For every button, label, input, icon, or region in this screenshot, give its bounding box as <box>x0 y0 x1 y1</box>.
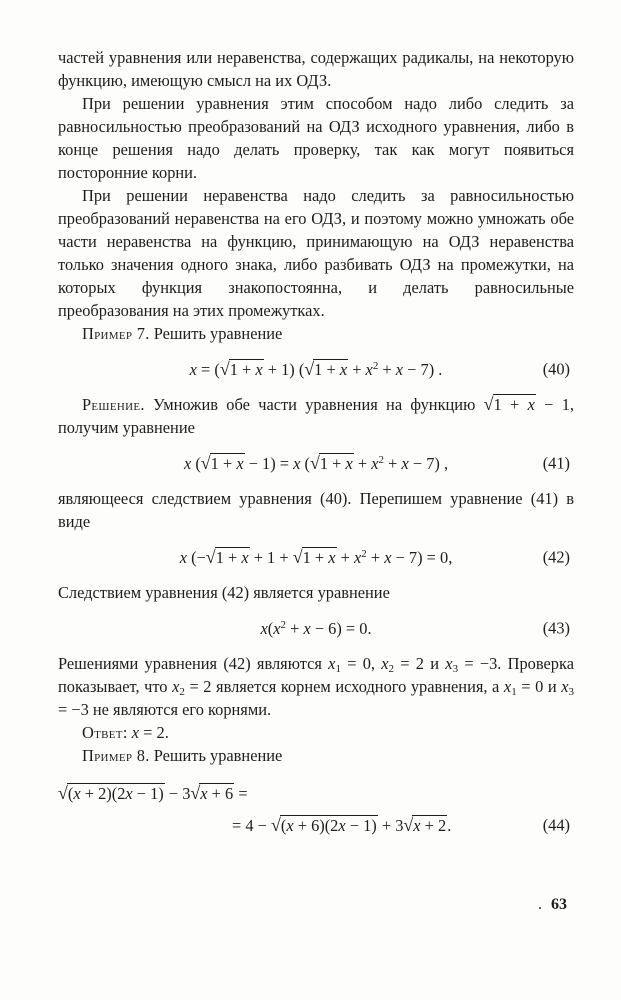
example-8-heading <box>58 744 574 767</box>
example-7-heading <box>58 322 574 345</box>
equation-41 <box>58 446 574 480</box>
answer-line: Ответ: x = 2. <box>82 723 169 742</box>
equation-41-number: (41) <box>542 453 570 473</box>
equation-40 <box>58 352 574 386</box>
example-8-text: Решить уравнение <box>153 746 283 765</box>
paragraph-3: При решении неравенства надо следить за равносильностью преобразований неравенства на его ОДЗ, и поэтому можно умножать обе части неравенства на функцию, принимающую на ОДЗ неравенства только значения одного знака, либо разбивать ОДЗ на промежутки, на которых функция знакопостоянна, и делать равносильные преобразования на этих промежутках. <box>58 186 574 320</box>
solution-text-b: , получим уравнение <box>58 395 575 437</box>
equation-43-body: $x(x^2 + x - 6) = 0$. <box>260 618 372 638</box>
page-number: 63 <box>551 896 567 913</box>
equation-44-line-1-body: √(x + 2)(2x − 1) − 3√x + 6 = <box>58 782 248 803</box>
equation-43-number: (43) <box>542 618 570 638</box>
solution-label: Решение. <box>82 395 145 414</box>
paragraph-after-43: Решениями уравнения (42) являются $x_1 = 0$, $x_2 = 2$ и $x_3 = -3$. Проверка показывает, что $x_2 = 2$ является корнем исходного уравнения, а $x_1 = 0$ и $x_3 = -3$ не являются его корнями. <box>58 654 574 719</box>
paragraph-after-41: являющееся следствием уравнения (40). Перепишем уравнение (41) в виде <box>58 489 574 531</box>
after-43-d: не являются его корнями. <box>92 700 272 719</box>
solution-paragraph: Решение. Умножив обе части уравнения на функцию √1 + x − 1, получим уравнение <box>58 394 575 437</box>
page-content <box>58 46 574 841</box>
example-7-text: Решить уравнение <box>153 324 283 343</box>
equation-42-body: x $(-√1 + x + 1 + √1 + x + x^2 + x - 7) = 0$, <box>179 546 453 567</box>
equation-42-number: (42) <box>542 547 570 567</box>
example-8-label: Пример 8. <box>82 746 150 765</box>
after-43-a: Решениями уравнения (42) являются <box>58 654 322 673</box>
equation-43 <box>58 611 574 645</box>
equation-44-line-2 <box>58 809 574 841</box>
equation-40-body: x = (√1 + x + 1) $(√1 + x + x^2 + x - 7)$ . <box>189 358 443 379</box>
after-43-b: Проверка показывает, что <box>58 654 574 696</box>
paragraph-after-42: Следствием уравнения (42) является уравнение <box>58 583 390 602</box>
paragraph-1: частей уравнения или неравенства, содержащих радикалы, на некоторую функцию, имеющую смысл на их ОДЗ. <box>58 48 574 90</box>
equation-44-number: (44) <box>542 815 570 835</box>
example-7-label: Пример 7. <box>82 324 150 343</box>
equation-41-body: x (√1 + x − 1) = x $(√1 + x + x^2 + x - 7)$ , <box>183 452 449 473</box>
page-dot: . <box>538 896 542 913</box>
answer-label: Ответ: <box>82 723 128 742</box>
equation-42 <box>58 540 574 574</box>
solution-text-a: Умножив обе части уравнения на функцию <box>153 395 476 414</box>
equation-40-number: (40) <box>542 359 570 379</box>
equation-44-line-2-body: = 4 − √(x + 6)(2x − 1) + 3√x + 2. <box>232 814 452 835</box>
equation-44-line-1 <box>58 777 574 809</box>
after-43-c: является корнем исходного уравнения, а <box>216 677 500 696</box>
paragraph-2: При решении уравнения этим способом надо либо следить за равносильностью преобразований на ОДЗ исходного уравнения, либо в конце решения надо делать проверку, так как могут появиться посторонние корни. <box>58 94 574 182</box>
